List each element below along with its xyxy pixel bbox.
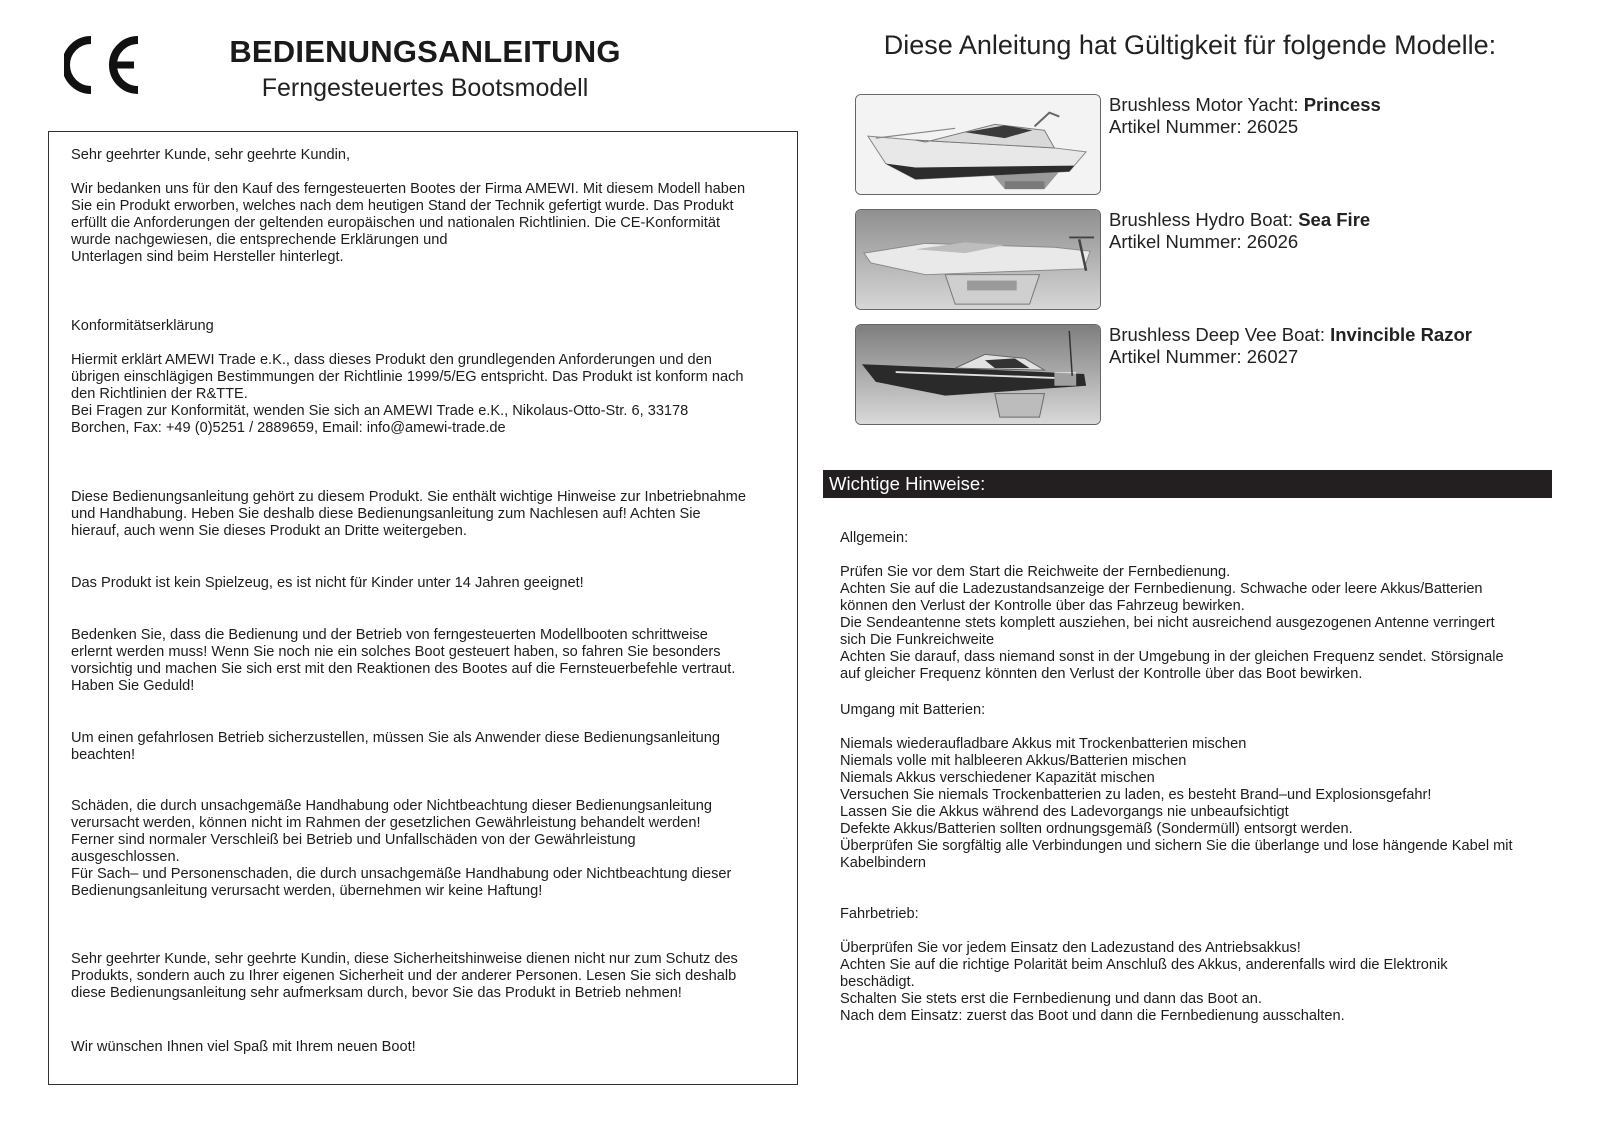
general-text: Prüfen Sie vor dem Start die Reichweite der Fernbedienung. Achten Sie auf die Ladezustandsanzeige der Fernbedienung. Schwache oder leere Akkus/Batterien können den Verlust der Kontrolle über das Fahrzeug bewirken. Die Sendeantenne stets komplett ausziehen, bei nicht ausreichend ausgezogenen Antenne verringert sich Die Funkreichweite Achten Sie darauf, dass niemand sonst in der Umgebung in der gleichen Frequenz sendet. Störsignale auf gleicher Frequenz könnten den Verlust der Kontrolle über das Boot bewirken. bbox=[840, 564, 1504, 682]
boat-photo-sea-fire bbox=[855, 209, 1101, 310]
ce-mark-logo bbox=[64, 36, 146, 94]
driving-heading: Fahrbetrieb: bbox=[840, 906, 919, 922]
battery-heading: Umgang mit Batterien: bbox=[840, 702, 986, 718]
article-number: Artikel Nummer: 26025 bbox=[1109, 116, 1299, 137]
model-text-invincible-razor bbox=[1109, 324, 1472, 368]
not-toy-warning: Das Produkt ist kein Spielzeug, es ist nicht für Kinder unter 14 Jahren geeignet! bbox=[71, 575, 584, 591]
liability-note: Schäden, die durch unsachgemäße Handhabung oder Nichtbeachtung dieser Bedienungsanleitung verursacht werden, können nicht im Rahmen der gesetzlichen Gewährleistung behandelt werden! Ferner sind normaler Verschleiß bei Betrieb und Unfallschäden von der Gewährleistung ausgeschlossen. Für Sach– und Personenschaden, die durch unsachgemäße Handhabung oder Nichtbeachtung dieser Bedienungsanleitung verursacht werden, übernehmen wir keine Haftung! bbox=[71, 798, 732, 899]
model-text-princess bbox=[1109, 94, 1381, 138]
model-name: Invincible Razor bbox=[1330, 324, 1472, 345]
learning-note: Bedenken Sie, dass die Bedienung und der Betrieb von ferngesteuerten Modellbooten schrittweise erlernt werden muss! Wenn Sie noch nie ein solches Boot gesteuert haben, so fahren Sie besonders vorsichtig und machen Sie sich erst mit den Reaktionen des Bootes auf die Fernsteuerbefehle vertraut. Haben Sie Geduld! bbox=[71, 627, 736, 694]
models-heading: Diese Anleitung hat Gültigkeit für folgende Modelle: bbox=[883, 30, 1497, 60]
letter-box bbox=[48, 131, 798, 1085]
safety-note: Sehr geehrter Kunde, sehr geehrte Kundin, diese Sicherheitshinweise dienen nicht nur zum Schutz des Produkts, sondern auch zu Ihrer eigenen Sicherheit und der anderer Personen. Lesen Sie sich deshalb diese Bedienungsanleitung sehr aufmerksam durch, bevor Sie das Produkt in Betrieb nehmen! bbox=[71, 951, 738, 1001]
letter-greeting: Sehr geehrter Kunde, sehr geehrte Kundin, bbox=[71, 147, 351, 163]
article-number: Artikel Nummer: 26026 bbox=[1109, 231, 1299, 252]
boat-photo-invincible-razor bbox=[855, 324, 1101, 425]
model-name: Sea Fire bbox=[1298, 209, 1371, 230]
model-name: Princess bbox=[1303, 94, 1381, 115]
driving-text: Überprüfen Sie vor jedem Einsatz den Ladezustand des Antriebsakkus! Achten Sie auf die richtige Polarität beim Anschluß des Akkus, anderenfalls wird die Elektronik beschädigt. Schalten Sie stets erst die Fernbedienung und dann das Boot an. Nach dem Einsatz: zuerst das Boot und dann die Fernbedienung ausschalten. bbox=[840, 940, 1448, 1024]
document-title: BEDIENUNGSANLEITUNG bbox=[229, 34, 621, 69]
model-type: Brushless Motor Yacht: bbox=[1109, 94, 1304, 115]
letter-intro: Wir bedanken uns für den Kauf des ferngesteuerten Bootes der Firma AMEWI. Mit diesem Modell haben Sie ein Produkt erworben, welches nach dem heutigen Stand der Technik gefertigt wurde. Das Produkt erfüllt die Anforderungen der geltenden europäischen und nationalen Richtlinien. Die CE-Konformität wurde nachgewiesen, die entsprechende Erklärungen und Unterlagen sind beim Hersteller hinterlegt. bbox=[71, 181, 746, 265]
model-text-sea-fire bbox=[1109, 209, 1370, 253]
conformity-heading: Konformitätserklärung bbox=[71, 318, 214, 334]
article-number: Artikel Nummer: 26027 bbox=[1109, 346, 1299, 367]
battery-text: Niemals wiederaufladbare Akkus mit Trockenbatterien mischen Niemals volle mit halbleeren Akkus/Batterien mischen Niemals Akkus verschiedener Kapazität mischen Versuchen Sie niemals Trockenbatterien zu laden, es besteht Brand–und Explosionsgefahr! Lassen Sie die Akkus während des Ladevorgangs nie unbeaufsichtigt Defekte Akkus/Batterien sollten ordnungsgemäß (Sondermüll) entsorgt werden. Überprüfen Sie sorgfältig alle Verbindungen und sichern Sie die überlange und lose hängende Kabel mit Kabelbindern bbox=[840, 736, 1513, 871]
model-type: Brushless Deep Vee Boat: bbox=[1109, 324, 1331, 345]
model-type: Brushless Hydro Boat: bbox=[1109, 209, 1299, 230]
conformity-text: Hiermit erklärt AMEWI Trade e.K., dass dieses Produkt den grundlegenden Anforderungen und den übrigen einschlägigen Bestimmungen der Richtlinie 1999/5/EG entspricht. Das Produkt ist konform nach den Richtlinien der R&TTE. Bei Fragen zur Konformität, wenden Sie sich an AMEWI Trade e.K., Nikolaus-Otto-Str. 6, 33178 Borchen, Fax: +49 (0)5251 / 2889659, Email: info@amewi-trade.de bbox=[71, 352, 744, 436]
manual-note: Diese Bedienungsanleitung gehört zu diesem Produkt. Sie enthält wichtige Hinweise zur Inbetriebnahme und Handhabung. Heben Sie deshalb diese Bedienungsanleitung zum Nachlesen auf! Achten Sie hierauf, auch wenn Sie dieses Produkt an Dritte weitergeben. bbox=[71, 489, 746, 539]
general-heading: Allgemein: bbox=[840, 530, 909, 546]
important-notes-header: Wichtige Hinweise: bbox=[823, 470, 1552, 498]
boat-photo-princess bbox=[855, 94, 1101, 195]
safe-operation-note: Um einen gefahrlosen Betrieb sicherzustellen, müssen Sie als Anwender diese Bedienungsanleitung beachten! bbox=[71, 730, 721, 763]
document-subtitle: Ferngesteuertes Bootsmodell bbox=[261, 74, 589, 102]
letter-closing: Wir wünschen Ihnen viel Spaß mit Ihrem neuen Boot! bbox=[71, 1039, 416, 1055]
